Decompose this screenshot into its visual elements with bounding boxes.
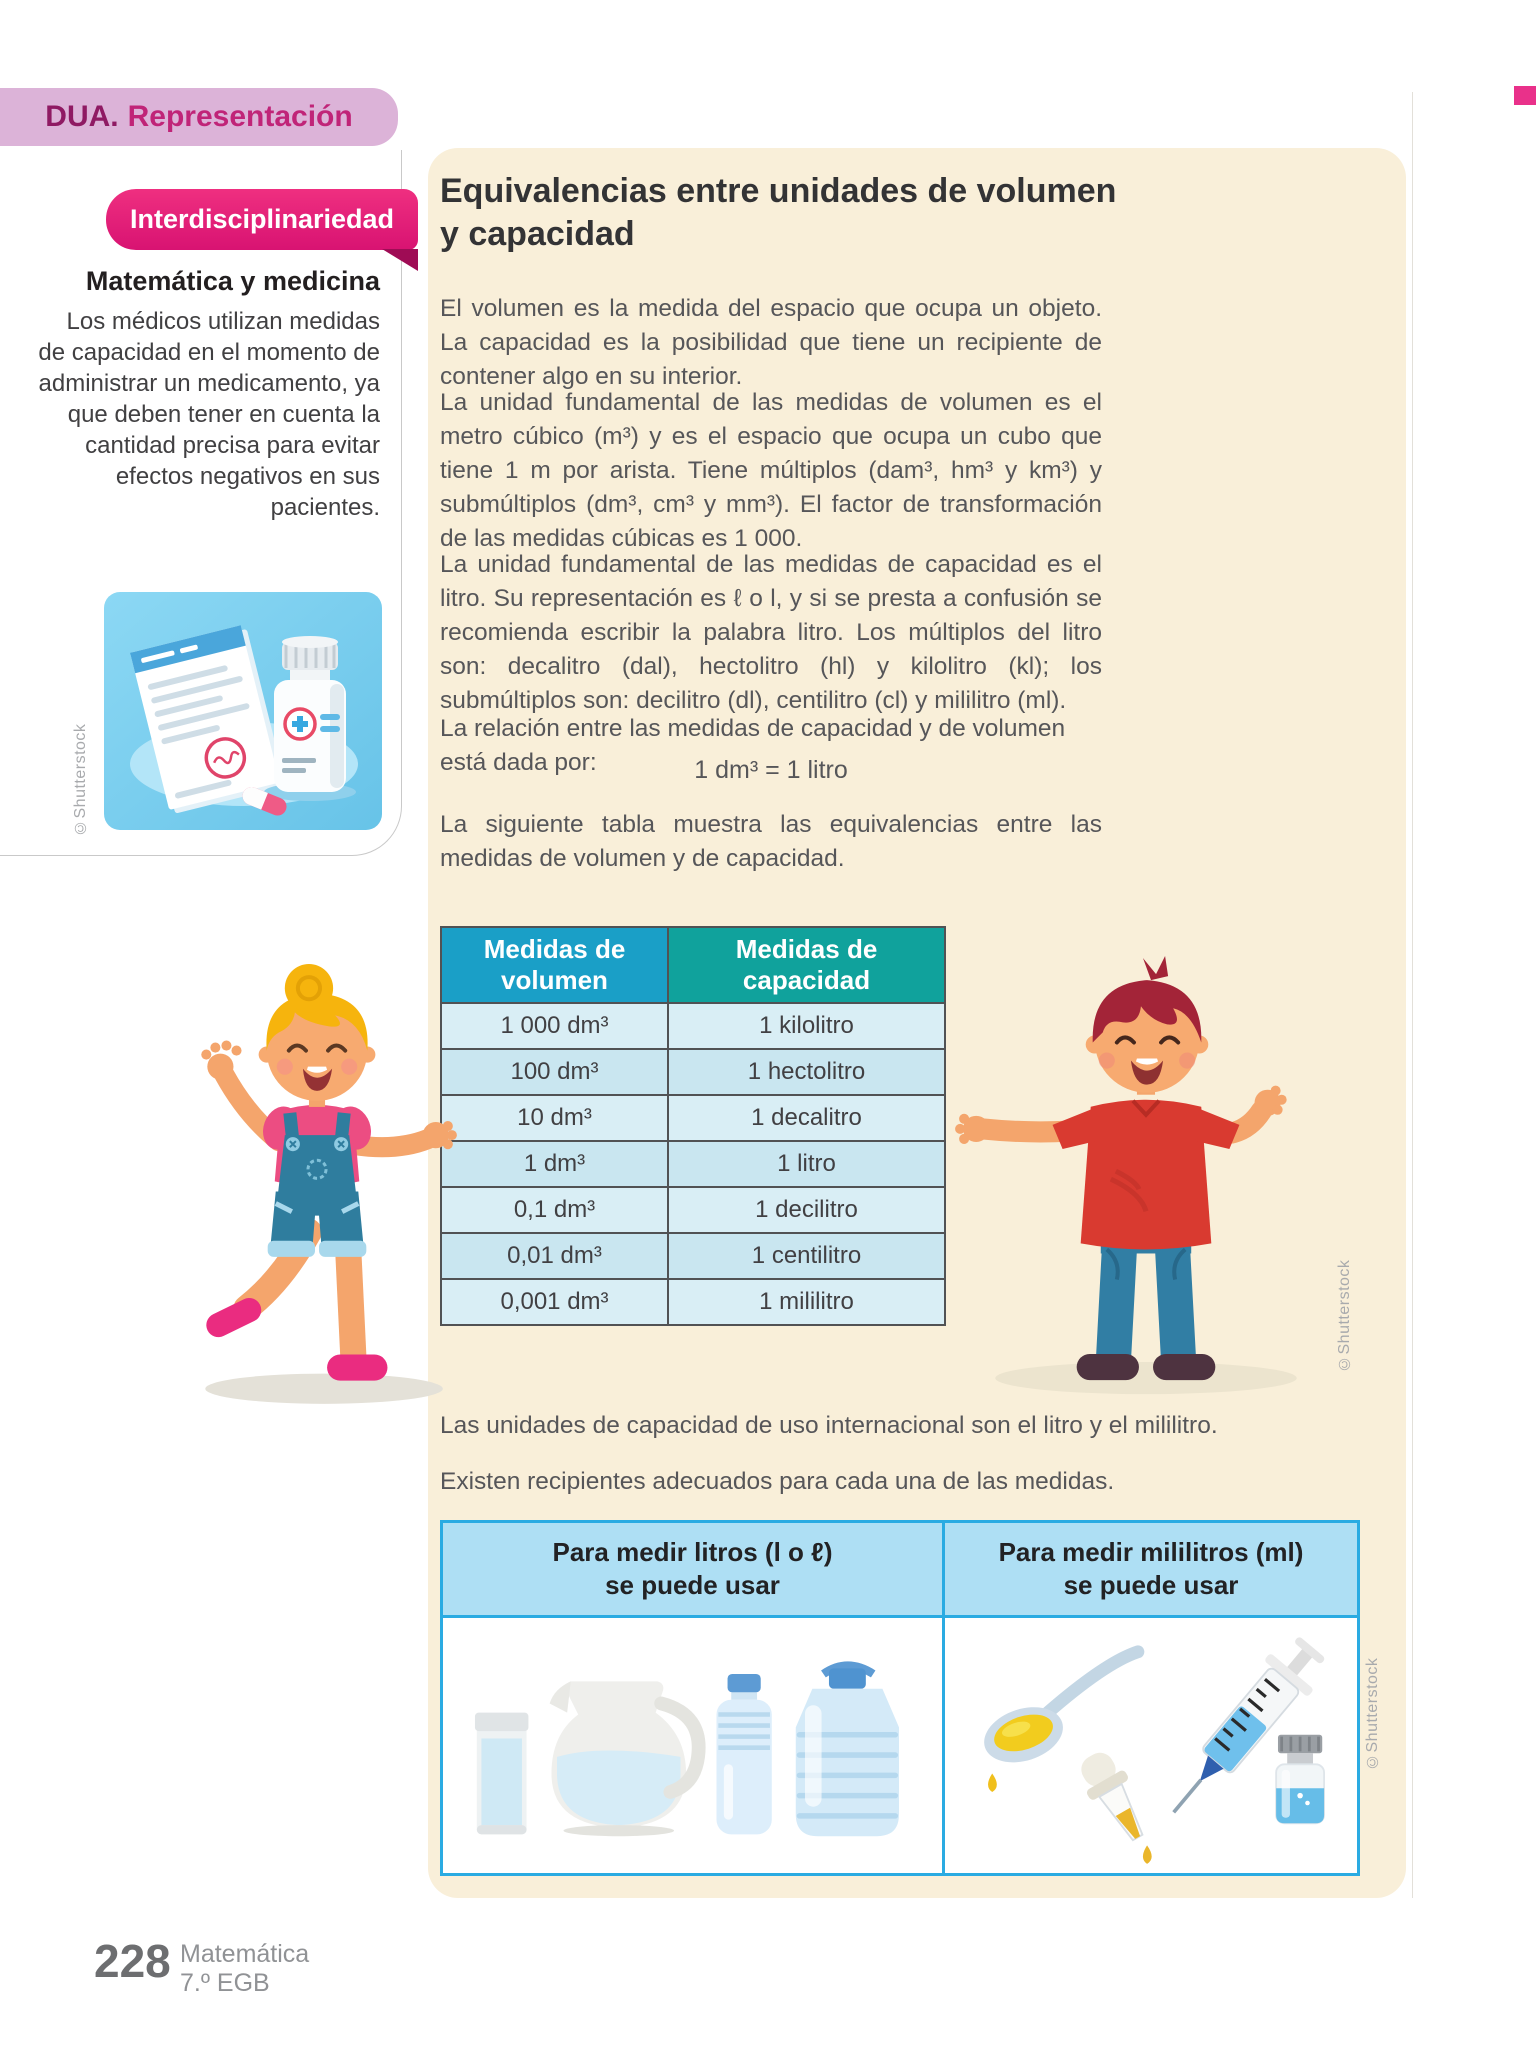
page-number: 228: [94, 1935, 171, 1987]
medicine-illustration: [104, 592, 382, 830]
capacity-cell: 1 mililitro: [668, 1279, 945, 1325]
volume-cell: 100 dm³: [441, 1049, 668, 1095]
boy-character-svg: [940, 948, 1352, 1402]
equivalence-table-row: [441, 1233, 945, 1279]
equivalence-table-row: [441, 1049, 945, 1095]
jug-icon: [550, 1681, 699, 1836]
glass-icon: [475, 1712, 528, 1834]
dua-banner-label: Representación: [127, 100, 353, 133]
paragraph-capacity-units: La unidad fundamental de las medidas de capacidad es el litro. Su representación es ℓ o l, y si se presta a confusión se recomienda escribir la palabra litro. Los múltiplos del litro son: decalitro (dal), hectolitro (hl) y kilolitro (kl); los submúltiplos son: decilitro (dl), centilitro (cl) y mililitro (ml).: [440, 551, 1102, 714]
paragraph-relation: La relación entre las medidas de capacidad y de volumen está dada por:: [440, 715, 1066, 776]
header-medidas-volumen: Medidas de volumen: [441, 927, 668, 1003]
equivalence-table-row: [441, 1187, 945, 1233]
capacity-cell: 1 hectolitro: [668, 1049, 945, 1095]
volume-cell: 0,001 dm³: [441, 1279, 668, 1325]
dropper-drop: [1143, 1845, 1152, 1863]
page-title: Equivalencias entre unidades de volumen y capacidad: [440, 172, 1117, 253]
footer-subject: Matemática: [180, 1940, 310, 1968]
volume-cell: 1 000 dm³: [441, 1003, 668, 1049]
equivalence-table: [440, 926, 946, 1326]
boy-character: [940, 948, 1352, 1402]
interdisciplinariedad-tab: [106, 189, 418, 250]
capacity-cell: 1 litro: [668, 1141, 945, 1187]
girl-character: [158, 962, 470, 1409]
note-containers: Existen recipientes adecuados para cada una de las medidas.: [440, 1468, 1115, 1495]
paragraph-volume-units: La unidad fundamental de las medidas de volumen es el metro cúbico (m³) y es el espacio que ocupa un cubo que tiene 1 m por arista. Tiene múltiplos (dam³, hm³ y km³) y submúltiplos (dm³, cm³ y mm³). El factor de transformación de las medidas cúbicas es 1 000.: [440, 389, 1102, 552]
page-edge-marker: [1514, 86, 1536, 105]
medicine-illustration-svg: [104, 592, 382, 830]
girl-character-svg: [158, 962, 470, 1410]
interdisciplinariedad-label: Interdisciplinariedad: [129, 204, 395, 234]
containers-cell-mililitros: [942, 1615, 1357, 1873]
volume-cell: 10 dm³: [441, 1095, 668, 1141]
liters-containers-svg: [453, 1626, 932, 1866]
equivalence-table-row: [441, 1003, 945, 1049]
note-international-units: Las unidades de capacidad de uso internacional son el litro y el mililitro.: [440, 1412, 1218, 1439]
volume-cell: 0,01 dm³: [441, 1233, 668, 1279]
water-bottle-icon: [716, 1674, 771, 1834]
footer-grade: 7.º EGB: [180, 1969, 270, 1997]
page-edge-line: [1412, 92, 1413, 1898]
capacity-cell: 1 kilolitro: [668, 1003, 945, 1049]
dua-banner: [0, 88, 398, 146]
sidebar-paragraph: Los médicos utilizan medidas de capacidad en el momento de administrar un medicamento, ya que deben tener en cuenta la cantidad precisa para evitar efectos negativos en sus pacientes.: [38, 308, 380, 521]
equivalence-table-header-row: [441, 927, 945, 1003]
paragraph-table-intro: La siguiente tabla muestra las equivalencias entre las medidas de volumen y de capacidad.: [440, 811, 1102, 872]
vial-icon: [1276, 1734, 1324, 1823]
containers-table: [440, 1520, 1360, 1876]
containers-cell-litros: [443, 1615, 942, 1873]
header-medidas-capacidad: Medidas de capacidad: [668, 927, 945, 1003]
paragraph-volume-definition: El volumen es la medida del espacio que ocupa un objeto. La capacidad es la posibilidad que tiene un recipiente de contener algo en su interior.: [440, 295, 1102, 390]
containers-header-mililitros: Para medir mililitros (ml) se puede usar: [942, 1523, 1357, 1615]
capacity-cell: 1 centilitro: [668, 1233, 945, 1279]
volume-cell: 1 dm³: [441, 1141, 668, 1187]
capacity-cell: 1 decilitro: [668, 1187, 945, 1233]
footer-imprint: [180, 1940, 309, 1998]
shutterstock-credit-sidebar: ©Shutterstock: [72, 723, 89, 836]
equivalence-table-row: [441, 1141, 945, 1187]
dua-banner-prefix: DUA.: [45, 100, 119, 133]
equivalence-table-row: [441, 1279, 945, 1325]
containers-header-litros: Para medir litros (l o ℓ) se puede usar: [443, 1523, 942, 1615]
dropper-icon: [1072, 1745, 1157, 1849]
shutterstock-credit-containers: ©Shutterstock: [1364, 1657, 1381, 1770]
milliliters-containers-svg: [953, 1626, 1349, 1866]
sidebar-heading: Matemática y medicina: [85, 266, 380, 296]
large-bottle-icon: [796, 1665, 899, 1836]
equivalence-table-row: [441, 1095, 945, 1141]
capacity-cell: 1 decalitro: [668, 1095, 945, 1141]
equation-dm3-litro: 1 dm³ = 1 litro: [694, 756, 848, 784]
volume-cell: 0,1 dm³: [441, 1187, 668, 1233]
shutterstock-credit-characters: ©Shutterstock: [1336, 1259, 1353, 1372]
